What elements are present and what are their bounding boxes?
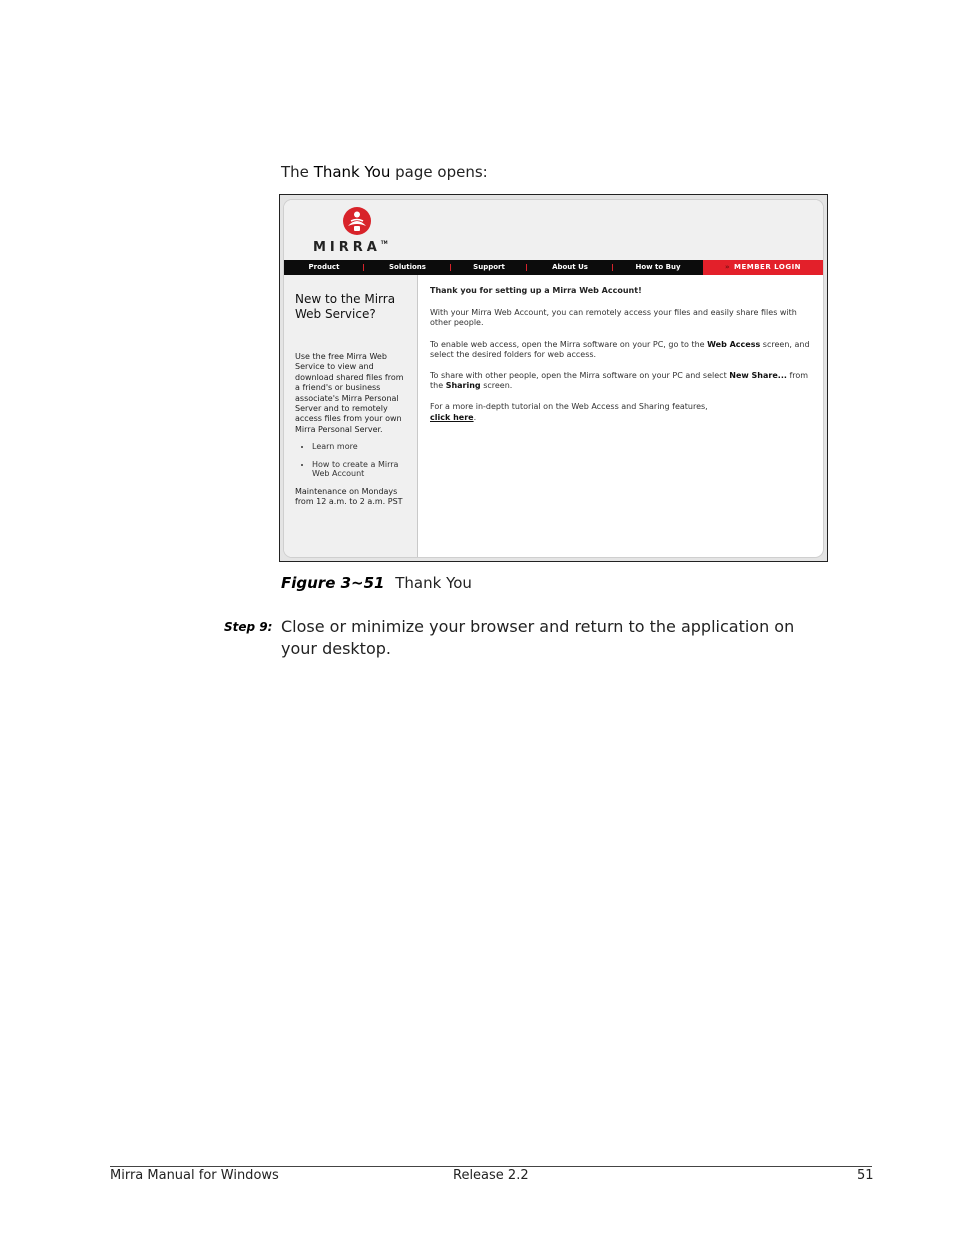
nav-item-about-us[interactable]: About Us — [527, 260, 613, 275]
login-arrow-icon: » — [724, 263, 730, 271]
p3-sharing: Sharing — [445, 381, 481, 391]
site-header — [284, 200, 823, 260]
p3-text-start: To share with other people, open the Mirra software on your PC and select — [430, 371, 727, 381]
site-nav-bar — [284, 260, 823, 275]
logo-trademark: TM — [380, 240, 388, 245]
p2-web-access: Web Access — [707, 339, 761, 349]
main-content — [419, 275, 823, 557]
p4-text-end: . — [473, 412, 477, 422]
intro-emphasis: Thank You — [313, 163, 391, 181]
step-text: Close or minimize your browser and return to the application on your desktop. — [281, 617, 795, 658]
paragraph-remote-access: With your Mirra Web Account, you can remotely access your files and easily share files with other people. — [430, 308, 797, 328]
link-learn-more[interactable]: • Learn more — [312, 442, 407, 452]
figure-caption — [281, 574, 472, 592]
footer-rule — [110, 1166, 872, 1167]
click-here-link[interactable]: click here — [430, 412, 474, 422]
sidebar-description: Use the free Mirra Web Service to view and download shared files from a friend's or business associate's Mirra Personal Server and to remotely access files from your own Mirra Personal Server. — [295, 352, 404, 434]
nav-item-product[interactable]: Product — [284, 260, 364, 275]
mirra-logo-text — [313, 240, 388, 255]
sidebar-title: New to the Mirra Web Service? — [295, 292, 396, 321]
intro-sentence — [281, 163, 488, 181]
nav-item-how-to-buy[interactable]: How to Buy — [635, 263, 681, 271]
logo-wordmark: MIRRA — [313, 240, 381, 255]
thank-you-screenshot — [279, 194, 828, 562]
paragraph-tutorial — [430, 402, 813, 422]
figure-title: Thank You — [395, 574, 472, 592]
member-login-label: MEMBER LOGIN — [734, 263, 802, 271]
intro-suffix: page opens: — [395, 163, 488, 181]
sidebar — [284, 275, 418, 557]
figure-number: Figure 3~51 — [281, 574, 385, 592]
browser-page-frame — [284, 200, 823, 557]
maintenance-note: Maintenance on Mondays from 12 a.m. to 2 a.m. PST — [295, 486, 403, 507]
nav-item-solutions[interactable]: Solutions — [364, 260, 451, 275]
intro-prefix: The — [281, 163, 309, 181]
p2-text-start: To enable web access, open the Mirra software on your PC, go to the — [430, 339, 705, 349]
paragraph-enable-web-access — [430, 340, 813, 360]
p3-text-end: screen. — [483, 381, 513, 391]
sidebar-links — [295, 442, 407, 479]
footer-release: Release 2.2 — [453, 1168, 529, 1183]
link-create-web-account[interactable]: • How to create a Mirra Web Account — [312, 460, 407, 479]
p2-text-end: screen, and select the desired folders for web access. — [430, 339, 810, 359]
nav-item-support[interactable]: Support — [451, 260, 527, 275]
p3-new-share: New Share... — [729, 371, 787, 381]
mirra-logo-icon — [340, 206, 374, 236]
footer-page-number: 51 — [857, 1168, 874, 1183]
footer-manual-title: Mirra Manual for Windows — [110, 1168, 279, 1183]
member-login-button[interactable] — [703, 260, 823, 275]
paragraph-share — [430, 371, 813, 391]
p4-text-start: For a more in-depth tutorial on the Web Access and Sharing features, — [430, 402, 708, 412]
thanks-heading: Thank you for setting up a Mirra Web Account! — [430, 286, 642, 295]
step-label: Step 9: — [224, 620, 273, 634]
p3-text-mid: from the — [430, 371, 809, 391]
